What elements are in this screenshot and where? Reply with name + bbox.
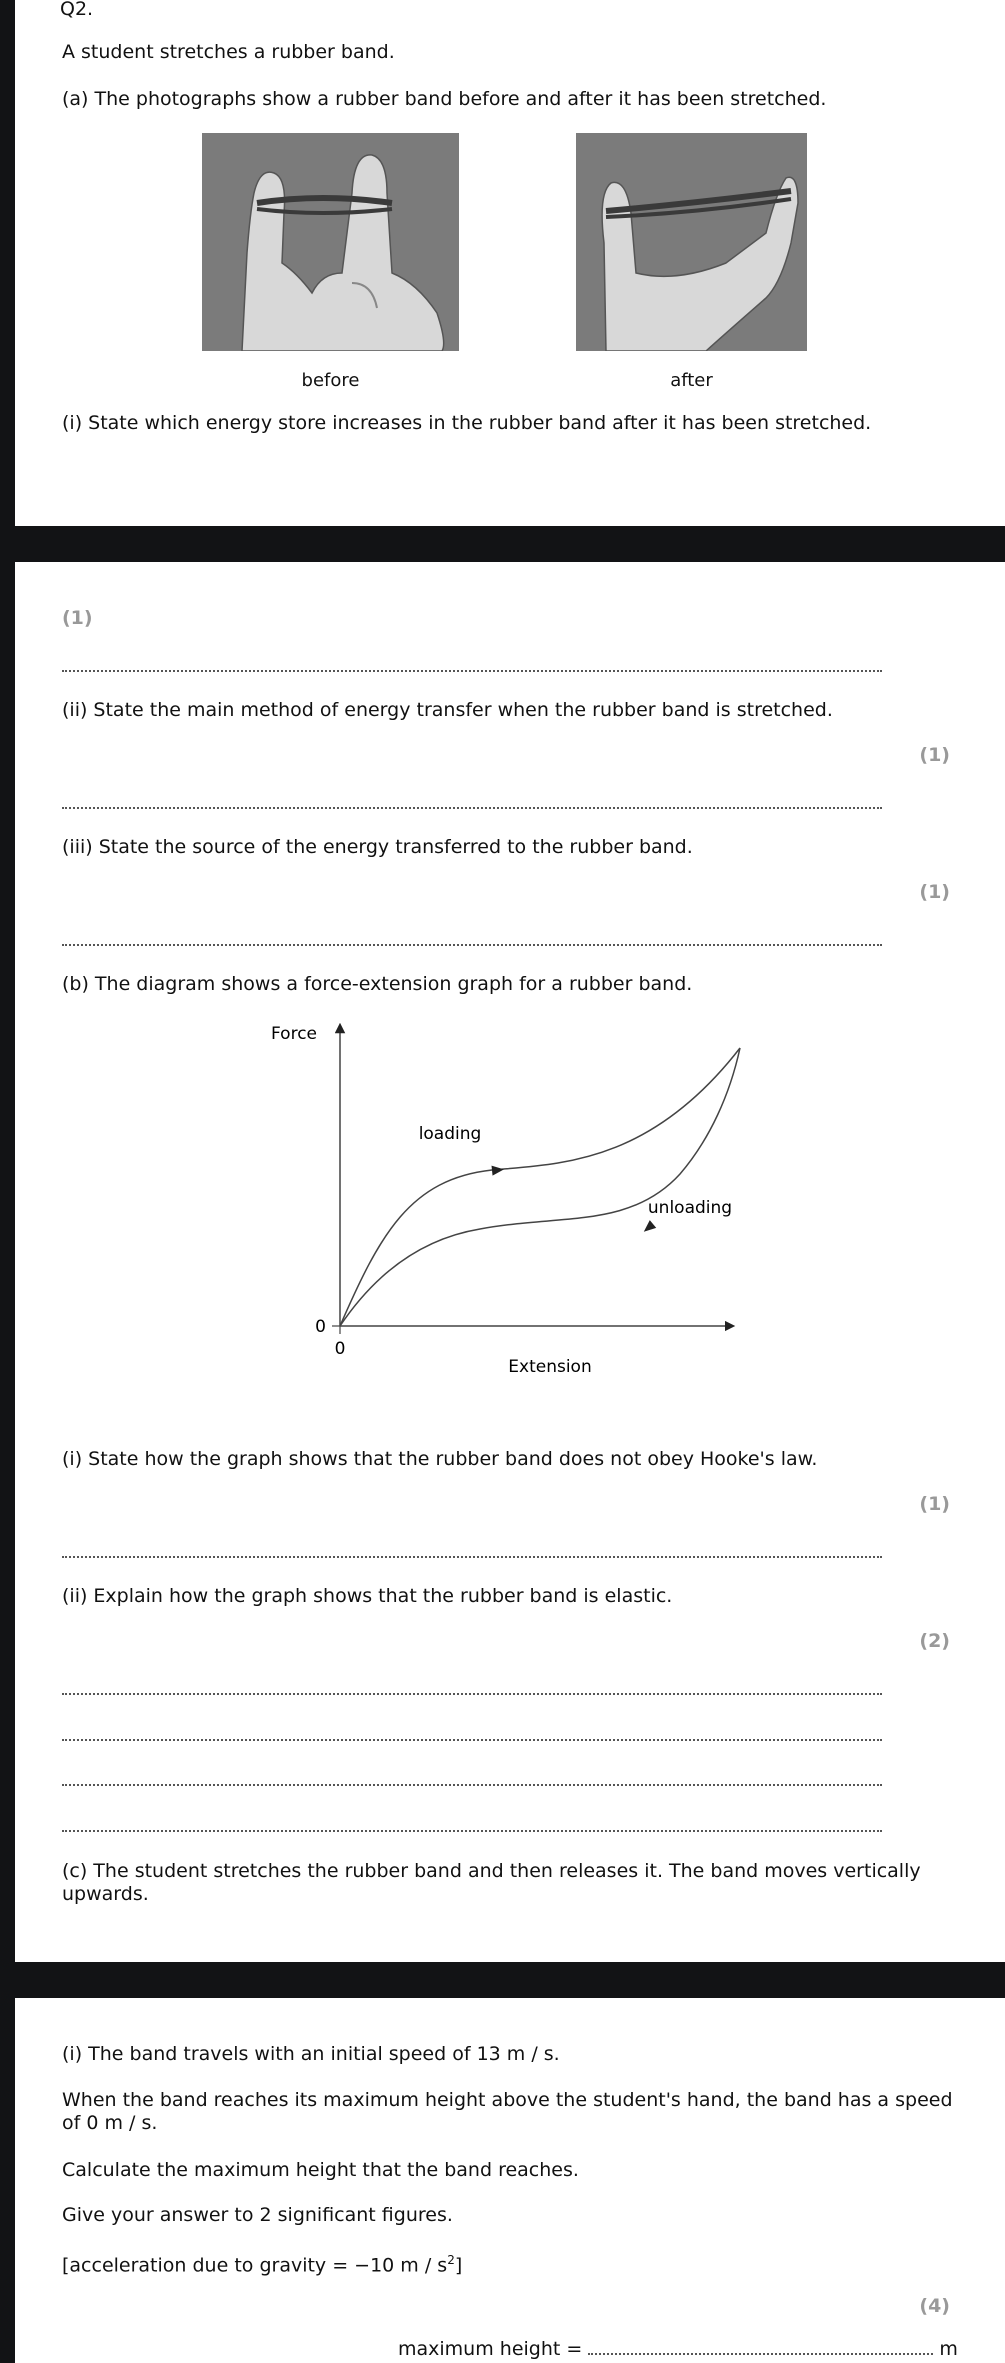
unloading-arrow bbox=[641, 1220, 657, 1235]
part-a-stem: (a) The photographs show a rubber band before and after it has been stretched. bbox=[62, 88, 827, 110]
given-gravity-close: ] bbox=[454, 2254, 463, 2277]
answer-line[interactable] bbox=[62, 1556, 882, 1558]
part-c-i-mark: (4) bbox=[919, 2295, 950, 2317]
part-c-i-text-3: Calculate the maximum height that the band reaches. bbox=[62, 2159, 579, 2181]
photo-before-caption: before bbox=[301, 370, 360, 391]
part-a-iii-question: (iii) State the source of the energy transferred to the rubber band. bbox=[62, 836, 693, 858]
x-axis-label: Extension bbox=[508, 1357, 592, 1377]
part-c-i-text-4: Give your answer to 2 significant figures. bbox=[62, 2204, 453, 2226]
page-2 bbox=[15, 562, 1005, 1962]
page-1 bbox=[15, 0, 1005, 526]
page-3 bbox=[15, 1998, 1005, 2363]
y-axis-label: Force bbox=[271, 1024, 317, 1044]
photo-before bbox=[202, 133, 459, 351]
x-tick-label: 0 bbox=[334, 1339, 346, 1359]
y-tick-label: 0 bbox=[315, 1317, 326, 1337]
part-b-stem: (b) The diagram shows a force-extension graph for a rubber band. bbox=[62, 973, 693, 995]
part-a-i-mark: (1) bbox=[62, 607, 93, 629]
part-b-i-mark: (1) bbox=[919, 1493, 950, 1515]
answer-unit: m bbox=[939, 2338, 958, 2360]
given-gravity bbox=[62, 2249, 462, 2277]
part-c-i-text-2: When the band reaches its maximum height above the student's hand, the band has a speed of 0 m / s. bbox=[62, 2089, 953, 2134]
force-extension-graph bbox=[270, 1014, 770, 1404]
part-a-ii-question: (ii) State the main method of energy transfer when the rubber band is stretched. bbox=[62, 699, 833, 721]
answer-line[interactable] bbox=[62, 1830, 882, 1832]
photo-after-caption: after bbox=[670, 370, 713, 391]
part-c-stem: (c) The student stretches the rubber band and then releases it. The band moves vertically upwards. bbox=[62, 1860, 921, 1905]
answer-line[interactable] bbox=[62, 1693, 882, 1695]
photo-before-illustration bbox=[202, 133, 459, 351]
series-label-loading: loading bbox=[418, 1124, 482, 1144]
answer-line[interactable] bbox=[62, 1784, 882, 1786]
photo-after bbox=[576, 133, 807, 351]
part-a-i-question: (i) State which energy store increases in the rubber band after it has been stretched. bbox=[62, 412, 872, 434]
given-gravity-text: [acceleration due to gravity = −10 m / s bbox=[62, 2254, 448, 2277]
answer-label: maximum height = bbox=[398, 2338, 589, 2360]
given-gravity-exponent: 2 bbox=[447, 2253, 455, 2267]
answer-line[interactable] bbox=[62, 1739, 882, 1741]
photo-after-illustration bbox=[576, 133, 807, 351]
part-c-i-question: (i) The band travels with an initial speed of 13 m / s. bbox=[62, 2043, 560, 2065]
question-intro: A student stretches a rubber band. bbox=[62, 41, 395, 63]
series-line-loading bbox=[340, 1048, 740, 1326]
answer-line[interactable] bbox=[62, 944, 882, 946]
part-b-ii-mark: (2) bbox=[919, 1630, 950, 1652]
part-b-ii-question: (ii) Explain how the graph shows that the rubber band is elastic. bbox=[62, 1585, 673, 1607]
part-a-iii-mark: (1) bbox=[919, 881, 950, 903]
question-number: Q2. bbox=[60, 0, 94, 20]
loading-arrow bbox=[492, 1164, 505, 1175]
answer-field[interactable] bbox=[588, 2353, 933, 2355]
answer-line[interactable] bbox=[62, 807, 882, 809]
part-b-i-question: (i) State how the graph shows that the rubber band does not obey Hooke's law. bbox=[62, 1448, 818, 1470]
part-a-ii-mark: (1) bbox=[919, 744, 950, 766]
series-line-unloading bbox=[340, 1048, 740, 1326]
answer-line[interactable] bbox=[62, 670, 882, 672]
answer-row bbox=[398, 2338, 958, 2360]
series-label-unloading: unloading bbox=[647, 1198, 733, 1218]
